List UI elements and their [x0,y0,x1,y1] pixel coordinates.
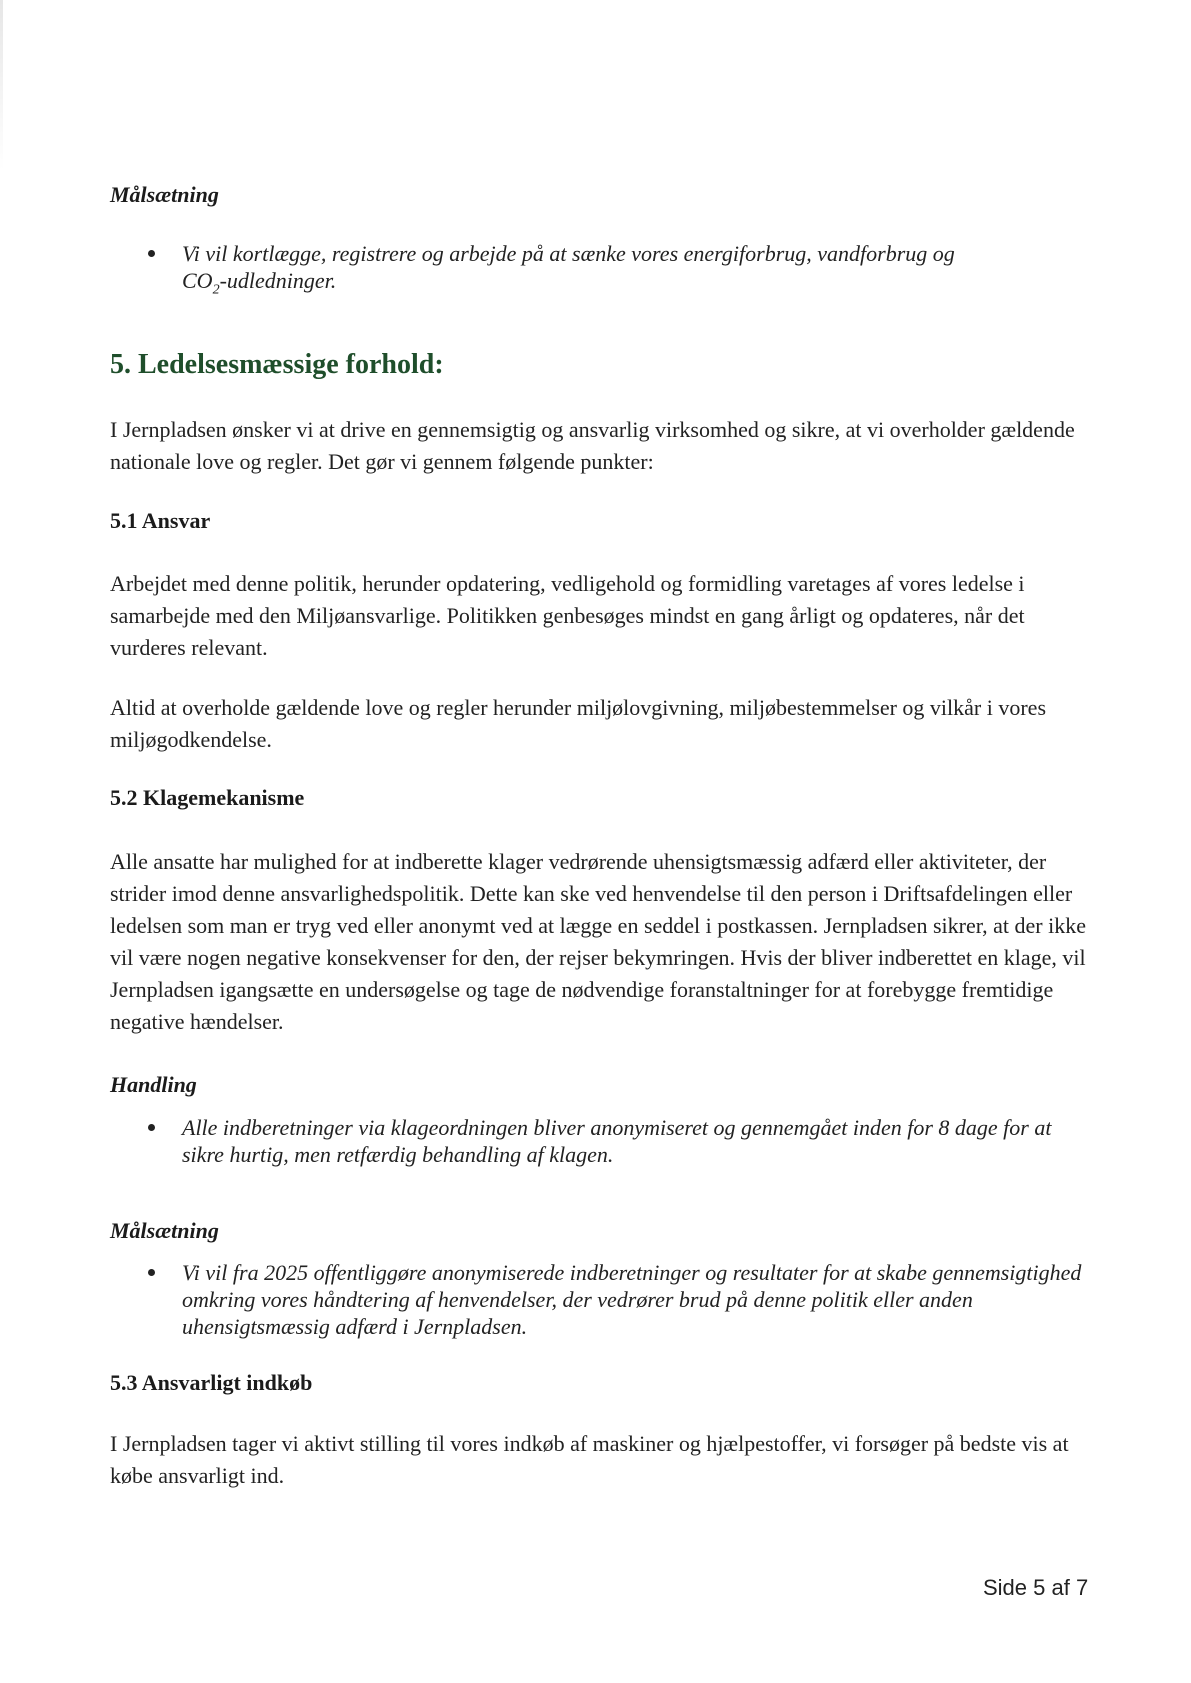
page-number: Side 5 af 7 [983,1575,1089,1600]
action-bullet-text: Alle indberetninger via klageordningen bliver anonymiseret og gennemgået inden for 8 dage for at sikre hurtig, men retfærdig behandling af klagen. [182,1115,1052,1167]
compliance-paragraph: Altid at overholde gældende love og regler herunder miljølovgivning, miljøbestemmelser og vilkår i vores miljøgodkendelse. [110,695,1047,752]
goal-heading-2: Målsætning [110,1218,219,1243]
subsection-heading-5-2: 5.2 Klagemekanisme [110,785,305,810]
klage-paragraph: Alle ansatte har mulighed for at indberette klager vedrørende uhensigtsmæssig adfærd eller aktiviteter, der strider imod denne ansvarlighedspolitik. Dette kan ske ved henvendelse til den person i Driftsafdelingen eller ledelsen som man er tryg ved eller anonymt ved at lægge en seddel i postkassen. Jernpladsen sikrer, at der ikke vil være nogen negative konsekvenser for den, der rejser bekymringen. Hvis der bliver indberettet en klage, vil Jernpladsen igangsætte en undersøgelse og tage de nødvendige foranstaltninger for at forebygge fremtidige negative hændelser. [110,849,1087,1034]
section-title: 5. Ledelsesmæssige forhold: [110,349,444,380]
goal-bullet-2 [152,1259,1092,1340]
goal-bullet-text: Vi vil kortlægge, registrere og arbejde på at sænke vores energiforbrug, vandforbrug og $CO_2$-udledninger. [182,241,955,298]
goal-bullet-2-text: Vi vil fra 2025 offentliggøre anonymiserede indberetninger og resultater for at skabe gennemsigtighed omkring vores håndtering af henvendelser, der vedrører brud på denne politik eller anden uhensigtsmæssig adfærd i Jernpladsen. [182,1260,1082,1339]
bullet-dot [148,1124,155,1131]
scan-edge-shadow [0,0,3,170]
ansvar-paragraph: Arbejdet med denne politik, herunder opdatering, vedligehold og formidling varetages af vores ledelse i samarbejde med den Miljøansvarlige. Politikken genbesøges mindst en gang årligt og opdateres, når det vurderes relevant. [110,571,1025,660]
bullet-dot [148,1269,155,1276]
goal-bullet [152,240,1092,303]
action-heading: Handling [110,1072,197,1097]
subsection-heading-5-1: 5.1 Ansvar [110,508,211,533]
goal-heading: Målsætning [110,182,219,207]
subsection-heading-5-3: 5.3 Ansvarligt indkøb [110,1370,313,1395]
section-intro: I Jernpladsen ønsker vi at drive en gennemsigtig og ansvarlig virksomhed og sikre, at vi overholder gældende nationale love og regler. Det gør vi gennem følgende punkter: [110,417,1075,474]
indkob-paragraph: I Jernpladsen tager vi aktivt stilling til vores indkøb af maskiner og hjælpestoffer, vi forsøger på bedste vis at købe ansvarligt ind. [110,1431,1069,1488]
action-bullet [152,1114,1092,1168]
bullet-dot [148,250,155,257]
